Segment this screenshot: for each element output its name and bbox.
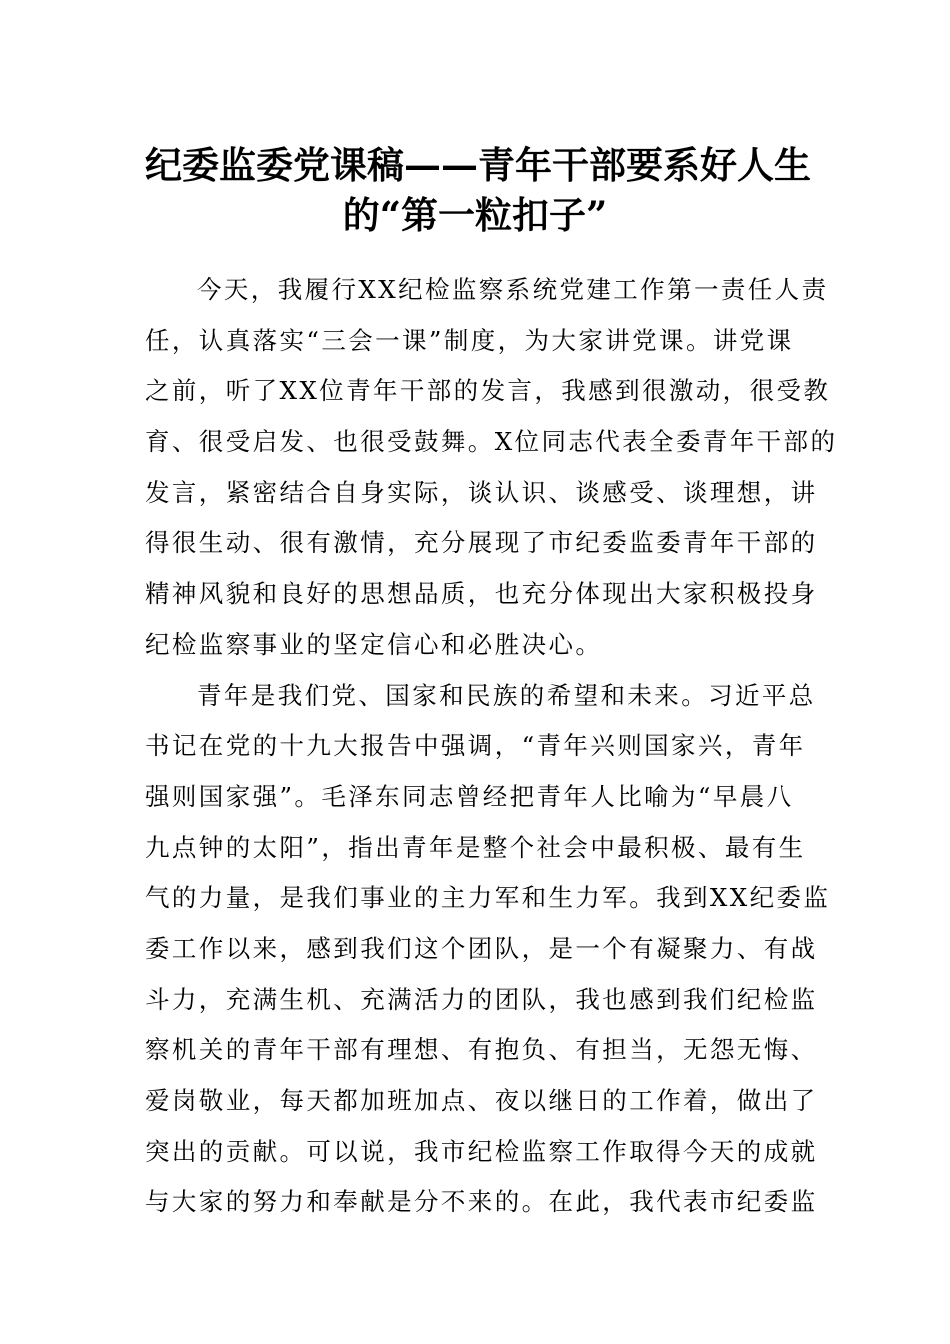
text-line: 之前，听了XX位青年干部的发言，我感到很激动，很受教 [145,376,831,406]
text-line: 育、很受启发、也很受鼓舞。X位同志代表全委青年干部的 [145,427,838,457]
paragraph-1 [145,265,838,671]
text-line: 今天，我履行XX纪检监察系统党建工作第一责任人责 [197,275,829,304]
text-line: 青年是我们党、国家和民族的希望和未来。习近平总 [197,680,816,710]
text-line: 委工作以来，感到我们这个团队，是一个有凝聚力、有战 [145,933,818,963]
text-line: 斗力，充满生机、充满活力的团队，我也感到我们纪检监 [145,984,818,1014]
paragraph-2 [145,671,831,1229]
text-line: 纪检监察事业的坚定信心和必胜决心。 [145,629,603,659]
title-line-1: 纪委监委党课稿——青年干部要系好人生 [145,143,811,187]
text-line: 发言，紧密结合自身实际，谈认识、谈感受、谈理想，讲 [145,477,818,507]
text-line: 任，认真落实“三会一课”制度，为大家讲党课。讲党课 [145,325,794,355]
text-line: 九点钟的太阳”，指出青年是整个社会中最积极、最有生 [145,832,806,862]
title-line-2: 的“第一粒扣子” [342,193,608,237]
document-title [145,140,811,240]
text-line: 与大家的努力和奉献是分不来的。在此，我代表市纪委监 [145,1187,818,1217]
text-line: 书记在党的十九大报告中强调，“青年兴则国家兴，青年 [145,731,806,761]
text-line: 气的力量，是我们事业的主力军和生力军。我到XX纪委监 [145,883,831,913]
text-line: 精神风貌和良好的思想品质，也充分体现出大家积极投身 [145,579,818,609]
text-line: 爱岗敬业，每天都加班加点、夜以继日的工作着，做出了 [145,1086,818,1115]
document-body [145,265,838,1228]
text-line: 察机关的青年干部有理想、有抱负、有担当，无怨无悔、 [145,1035,818,1065]
text-line: 得很生动、很有激情，充分展现了市纪委监委青年干部的 [145,528,818,558]
text-line: 强则国家强”。毛泽东同志曾经把青年人比喻为“早晨八 [145,781,794,811]
text-line: 突出的贡献。可以说，我市纪检监察工作取得今天的成就 [145,1136,818,1166]
